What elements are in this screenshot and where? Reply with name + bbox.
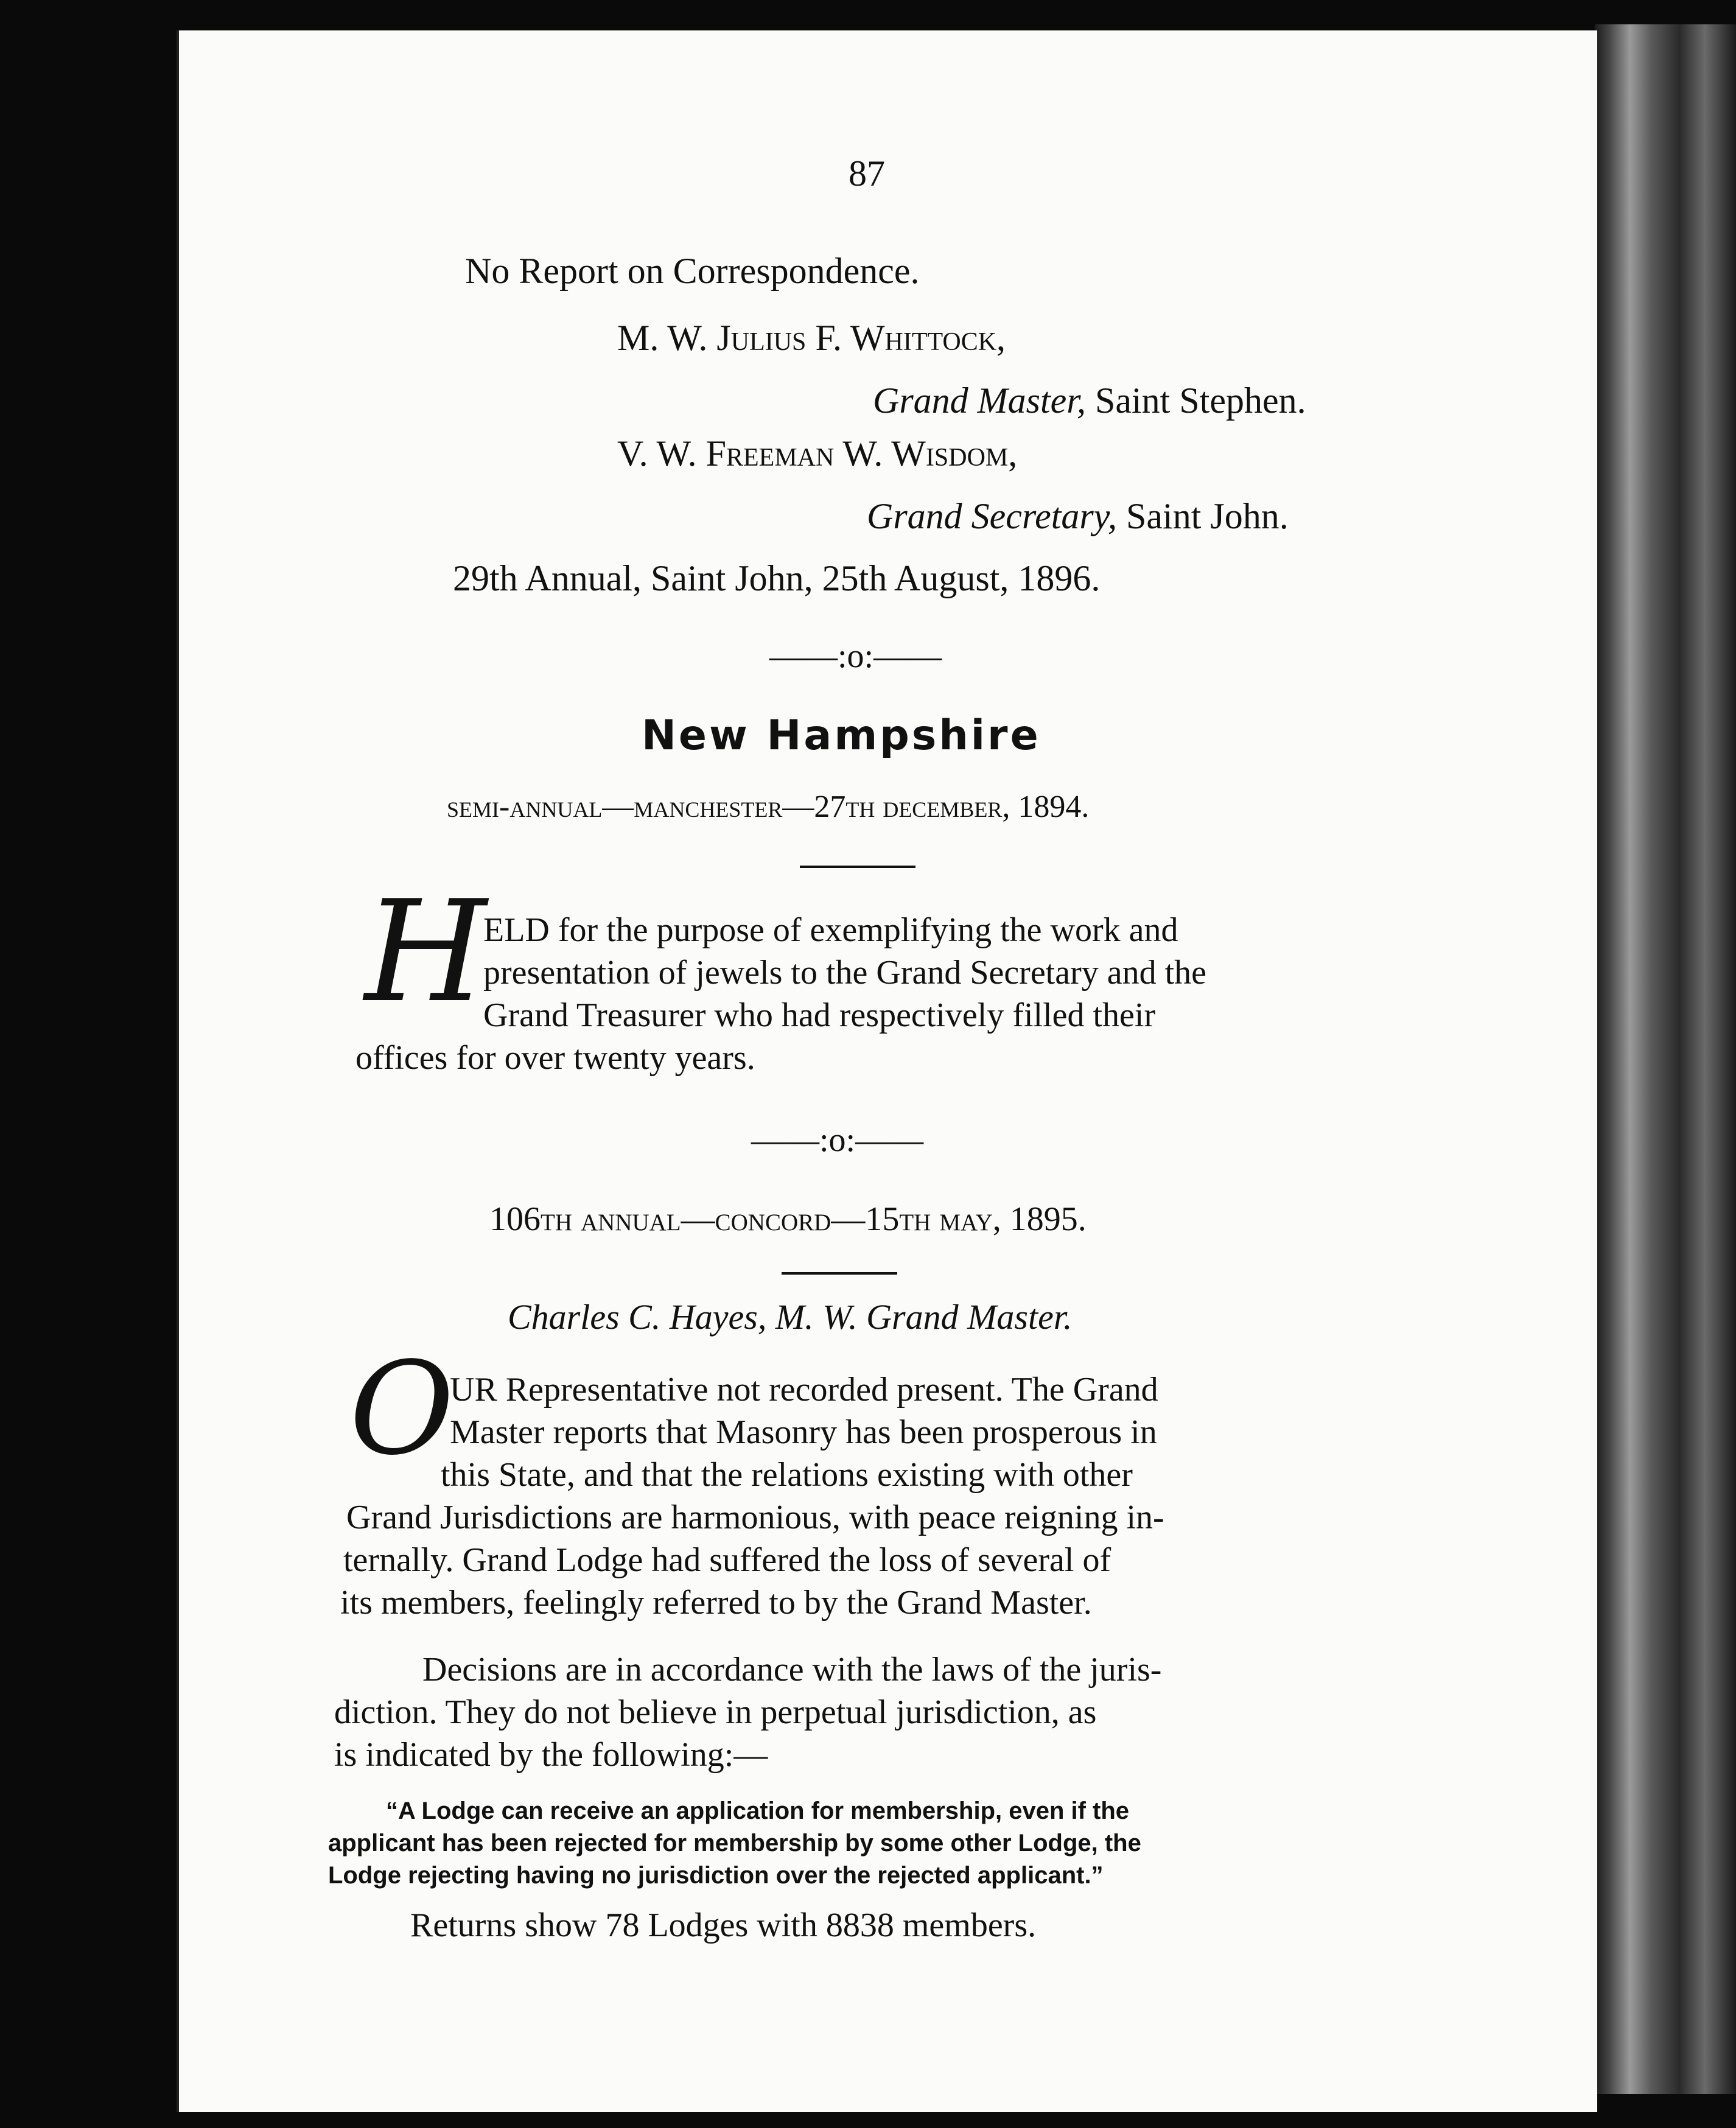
our-line-3: this State, and that the relations existing with other — [441, 1456, 1133, 1494]
decisions-line-1: Decisions are in accordance with the laws of the juris- — [422, 1651, 1162, 1689]
section-title-new-hampshire: New Hampshire — [642, 712, 1041, 760]
grand-secretary-name: V. W. Freeman W. Wisdom, — [617, 433, 1018, 474]
rule-2 — [782, 1272, 897, 1275]
book-page — [177, 30, 1597, 2112]
our-line-5: ternally. Grand Lodge had suffered the loss of several of — [343, 1541, 1111, 1579]
semi-annual-header: semi-annual—manchester—27th december, 1894. — [447, 789, 1090, 824]
grand-master-title: Grand Master, — [873, 380, 1087, 421]
dropcap-o: O — [349, 1334, 455, 1483]
separator-2: ——:o:—— — [751, 1121, 924, 1159]
dropcap-h: H — [365, 871, 487, 1034]
page-number: 87 — [849, 153, 885, 194]
our-line-4: Grand Jurisdictions are harmonious, with peace reigning in- — [346, 1499, 1164, 1536]
no-report-line: No Report on Correspondence. — [465, 251, 920, 291]
our-line-2: Master reports that Masonry has been prosperous in — [450, 1413, 1157, 1451]
our-line-6: its members, feelingly referred to by the Grand Master. — [340, 1584, 1092, 1622]
grand-secretary-office — [867, 498, 1289, 534]
grand-secretary-place: Saint John. — [1126, 496, 1289, 536]
grand-master-name: M. W. Julius F. Whittock, — [617, 318, 1006, 358]
returns-line: Returns show 78 Lodges with 8838 members. — [410, 1906, 1037, 1944]
our-line-1: UR Representative not recorded present. The Grand — [450, 1371, 1158, 1409]
quote-line-1: “A Lodge can receive an application for membership, even if the — [386, 1797, 1130, 1824]
held-line-4: offices for over twenty years. — [355, 1039, 755, 1077]
held-line-3: Grand Treasurer who had respectively filled their — [483, 996, 1156, 1034]
held-line-2: presentation of jewels to the Grand Secretary and the — [483, 954, 1207, 992]
grand-master-office — [873, 382, 1306, 419]
grand-secretary-title: Grand Secretary, — [867, 496, 1118, 536]
held-line-1: ELD for the purpose of exemplifying the work and — [483, 911, 1178, 949]
book-page-edge — [1595, 24, 1736, 2094]
separator-1: ——:o:—— — [769, 637, 942, 675]
quote-line-3: Lodge rejecting having no jurisdiction over the rejected applicant.” — [328, 1862, 1104, 1889]
decisions-line-2: diction. They do not believe in perpetual jurisdiction, as — [334, 1693, 1097, 1731]
next-annual-line: 29th Annual, Saint John, 25th August, 1896. — [453, 558, 1101, 598]
quote-line-2: applicant has been rejected for membership by some other Lodge, the — [328, 1830, 1141, 1857]
grand-master-place: Saint Stephen. — [1095, 380, 1306, 421]
grand-master-line: Charles C. Hayes, M. W. Grand Master. — [508, 1297, 1073, 1337]
decisions-line-3: is indicated by the following:— — [334, 1736, 768, 1774]
rule-1 — [800, 866, 915, 868]
annual-header: 106th annual—concord—15th may, 1895. — [489, 1200, 1087, 1238]
